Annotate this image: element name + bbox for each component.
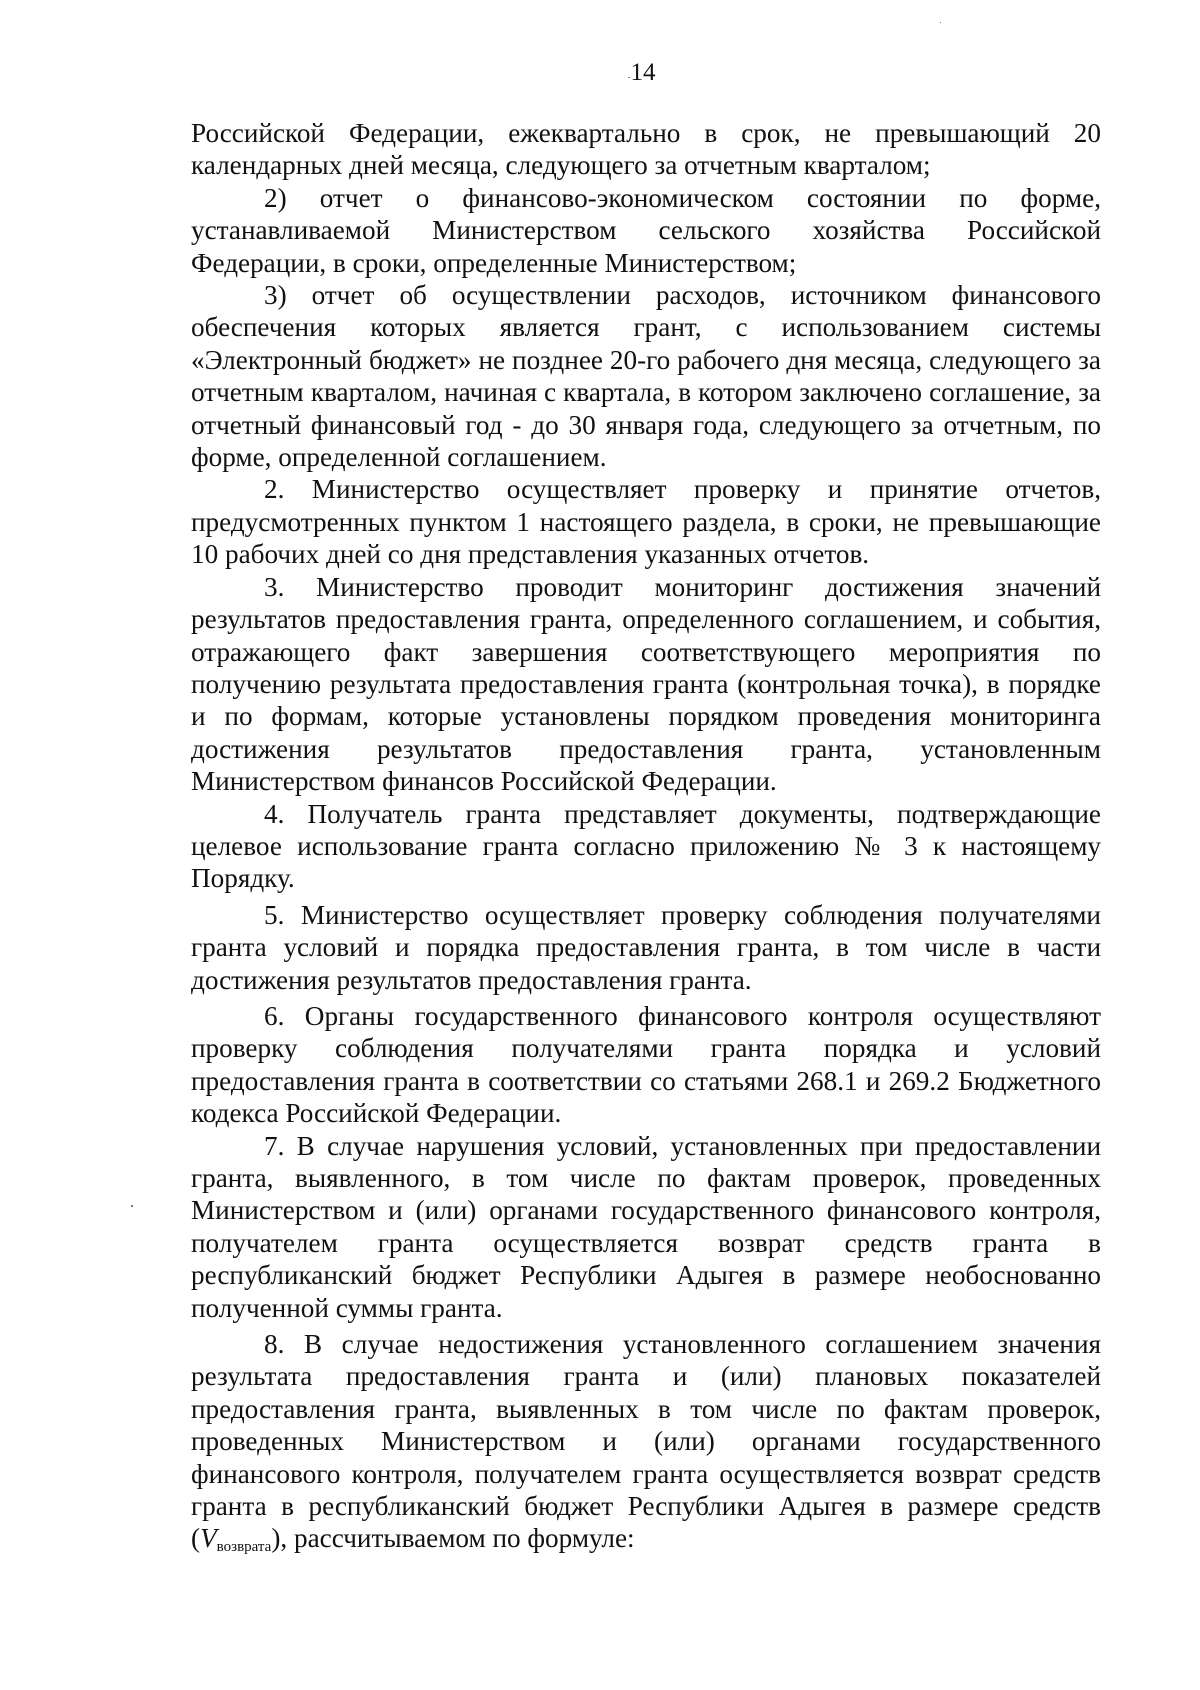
scan-artifact-dot	[131, 1205, 133, 1207]
paragraph-section-5: 5. Министерство осуществляет проверку соблюдения получателями гранта условий и порядка предоставления гранта, в том числе в части достижения результатов предоставления гранта.	[191, 899, 1101, 995]
paragraph-item-3: 3) отчет об осуществлении расходов, источником финансового обеспечения которых является грант, с использованием системы «Электронный бюджет» не позднее 20-го рабочего дня месяца, следующего за отчетным кварталом, начиная с квартала, в котором заключено соглашение, за отчетный финансовый год - до 30 января года, следующего за отчетным, по форме, определенной соглашением.	[191, 280, 1101, 473]
paragraph-section-3: 3. Министерство проводит мониторинг достижения значений результатов предоставления гранта, определенного соглашением, и события, отражающего факт завершения соответствующего мероприятия по получению результата предоставления гранта (контрольная точка), в порядке и по формам, которые установлены порядком проведения мониторинга достижения результатов предоставления гранта, установленным Министерством финансов Российской Федерации.	[191, 571, 1101, 797]
formula-variable-symbol: V	[200, 1523, 217, 1554]
scan-artifact-dot	[628, 77, 630, 78]
paragraph-closing-text: ), рассчитываемом по формуле:	[271, 1523, 635, 1554]
paragraph-section-7: 7. В случае нарушения условий, установленных при предоставлении гранта, выявленного, в том числе по фактам проверок, проведенных Министерством и (или) органами государственного финансового контроля, получателем гранта осуществляется возврат средств гранта в республиканский бюджет Республики Адыгея в размере необоснованно полученной суммы гранта.	[191, 1130, 1101, 1323]
formula-variable-subscript: возврата	[216, 1539, 272, 1556]
document-body	[191, 117, 1101, 1564]
scan-artifact-dot	[940, 22, 941, 23]
paragraph-section-2: 2. Министерство осуществляет проверку и принятие отчетов, предусмотренных пунктом 1 настоящего раздела, в сроки, не превышающие 10 рабочих дней со дня представления указанных отчетов.	[191, 474, 1101, 570]
paragraph-continuation: Российской Федерации, ежеквартально в срок, не превышающий 20 календарных дней месяца, следующего за отчетным кварталом;	[191, 118, 1101, 181]
paragraph-section-6: 6. Органы государственного финансового контроля осуществляют проверку соблюдения получателями гранта порядка и условий предоставления гранта в соответствии со статьями 268.1 и 269.2 Бюджетного кодекса Российской Федерации.	[191, 1000, 1101, 1129]
paragraph-section-4: 4. Получатель гранта представляет документы, подтверждающие целевое использование гранта согласно приложению № 3 к настоящему Порядку.	[191, 798, 1101, 894]
paragraph-section-8	[191, 1328, 1101, 1564]
paragraph-item-2: 2) отчет о финансово-экономическом состоянии по форме, устанавливаемой Министерством сельского хозяйства Российской Федерации, в сроки, определенные Министерством;	[191, 182, 1101, 278]
page-number: 14	[630, 59, 656, 86]
paragraph-section-8-text: 8. В случае недостижения установленного соглашением значения результата предоставления гранта и (или) плановых показателей предоставления гранта, выявленных в том числе по фактам проверок, проведенных Министерством и (или) органами государственного финансового контроля, получателем гранта осуществляется возврат средств гранта в республиканский бюджет Республики Адыгея в размере средств (	[191, 1329, 1101, 1554]
